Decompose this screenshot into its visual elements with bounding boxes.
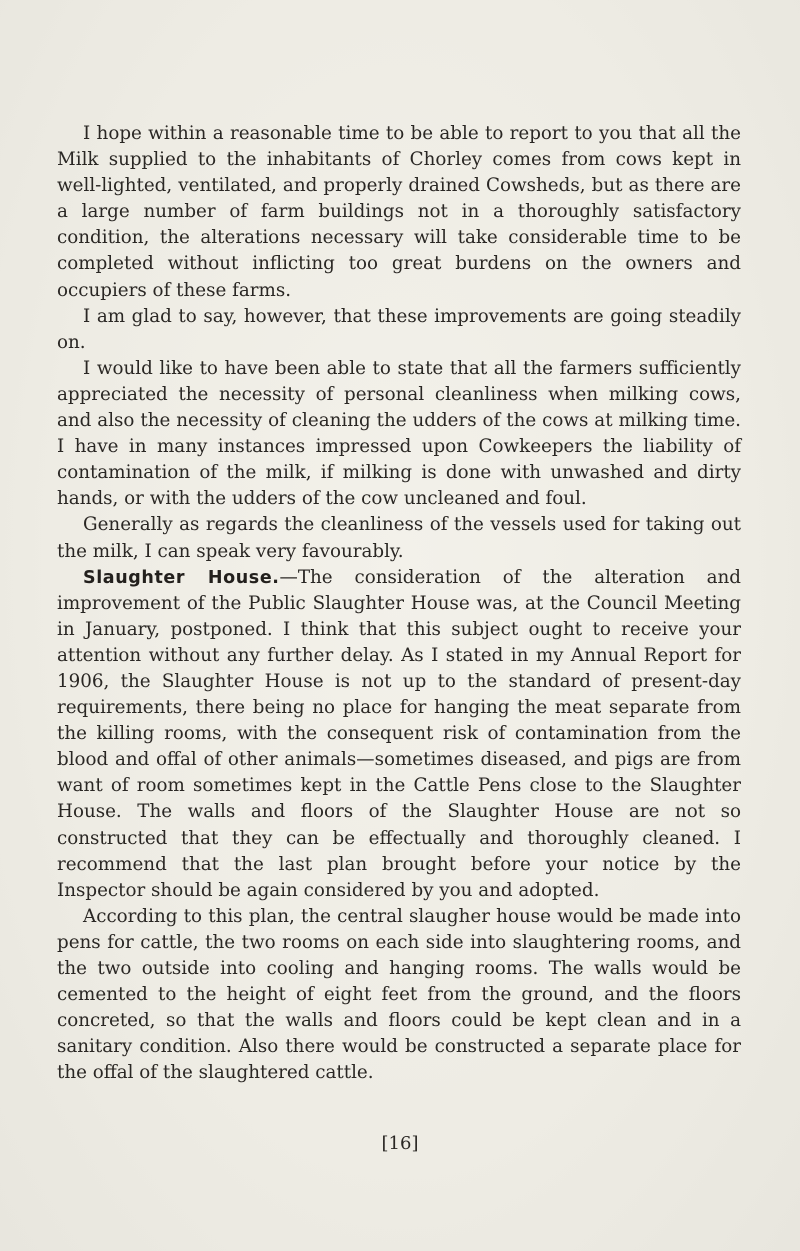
paragraph-improvements: I am glad to say, however, that these improvements are going steadily on. bbox=[57, 305, 741, 353]
paragraph-milk-supply: I hope within a reasonable time to be able to report to you that all the Milk supplied to the inhabitants of Chorley comes from cows kept in well-lighted, ventilated, and properly drained Cowsheds, but as there are a large number of farm buildings not in a thoroughly satisfactory condition, the alterations necessary will take considerable time to be completed without inflicting too great burdens on the owners and occupiers of these farms. bbox=[57, 123, 741, 301]
body-text bbox=[57, 121, 741, 1086]
paragraph-slaughter-house bbox=[57, 565, 741, 904]
section-heading-slaughter-house: Slaughter House. bbox=[83, 567, 280, 588]
slaughter-house-text: —The consideration of the alteration and improvement of the Public Slaughter House was, at the Council Meeting in January, postponed. I think that this subject ought to receive your attention without any further delay. As I stated in my Annual Report for 1906, the Slaughter House is not up to the standard of present-day requirements, there being no place for hanging the meat separate from the killing rooms, with the consequent risk of contamination from the blood and offal of other animals—sometimes diseased, and pigs are from want of room sometimes kept in the Cattle Pens close to the Slaughter House. The walls and floors of the Slaughter House are not so constructed that they can be effectually and thoroughly cleaned. I recommend that the last plan brought before your notice by the Inspector should be again considered by you and adopted. bbox=[57, 566, 741, 901]
paragraph-cleanliness: I would like to have been able to state that all the farmers sufficiently appreciated the necessity of personal cleanliness when milking cows, and also the necessity of cleaning the udders of the cows at milking time. I have in many instances impressed upon Cowkeepers the liability of contamination of the milk, if milking is done with unwashed and dirty hands, or with the udders of the cow uncleaned and foul. bbox=[57, 357, 741, 510]
paragraph-vessels: Generally as regards the cleanliness of the vessels used for taking out the milk, I can speak very favourably. bbox=[57, 514, 741, 562]
page-number: [16] bbox=[381, 1133, 419, 1154]
paragraph-plan: According to this plan, the central slaugher house would be made into pens for cattle, the two rooms on each side into slaughtering rooms, and the two outside into cooling and hanging rooms. The walls would be cemented to the height of eight feet from the ground, and the floors concreted, so that the walls and floors could be kept clean and in a sanitary condition. Also there would be constructed a separate place for the offal of the slaughtered cattle. bbox=[57, 905, 741, 1084]
